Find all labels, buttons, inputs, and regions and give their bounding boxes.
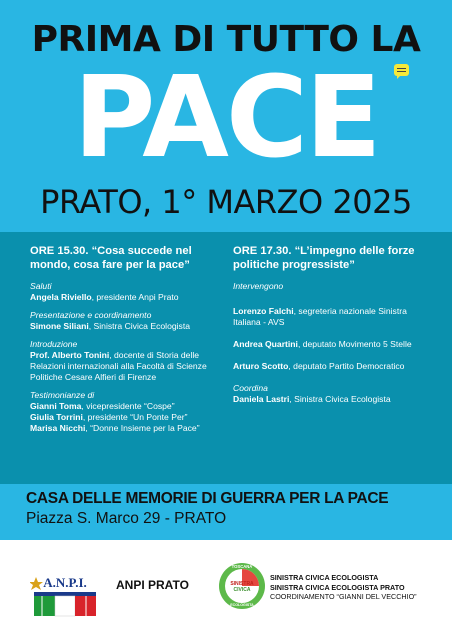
speaker-entry	[233, 361, 433, 372]
speaker-entry	[233, 394, 433, 405]
anpi-logo	[30, 574, 100, 618]
speaker-desc: , docente di Storia delle Relazioni internazionali alla Facoltà di Scienze Politiche Cesare Alfieri di Firenze	[30, 350, 207, 382]
sce-logo-line3: ECOLOGISTA	[230, 603, 254, 607]
speaker-desc: , Sinistra Civica Ecologista	[289, 394, 391, 404]
speaker-desc: , presidente “Un Ponte Per”	[82, 412, 188, 422]
speaker-desc: , Sinistra Civica Ecologista	[88, 321, 191, 331]
program-column-left	[30, 244, 230, 434]
main-title: PACE	[73, 53, 379, 183]
speaker-desc: , deputato Partito Democratico	[288, 361, 405, 371]
speaker-name: Andrea Quartini	[233, 339, 298, 349]
venue-address: Piazza S. Marco 29 - PRATO	[26, 510, 227, 527]
speaker-entry	[30, 292, 230, 303]
sce-line3: COORDINAMENTO “GIANNI DEL VECCHIO”	[270, 592, 417, 601]
role-label: Intervengono	[233, 281, 284, 291]
speaker-desc: , vicepresidente “Cospe”	[81, 401, 175, 411]
sce-logo-line1: SINISTRA	[230, 581, 254, 587]
chat-bubble-icon	[394, 64, 409, 76]
speaker-entry	[30, 401, 230, 412]
speaker-name: Gianni Toma	[30, 401, 82, 411]
speaker-entry	[30, 412, 230, 423]
footer	[0, 540, 452, 640]
session-title-right: ORE 17.30. “L’impegno delle forze politiche progressiste”	[233, 245, 415, 271]
venue-name: CASA DELLE MEMORIE DI GUERRA PER LA PACE	[26, 490, 389, 507]
role-label: Presentazione e coordinamento	[30, 310, 152, 320]
session-title-left: ORE 15.30. “Cosa succede nel mondo, cosa fare per la pace”	[30, 245, 192, 271]
speaker-desc: , presidente Anpi Prato	[91, 292, 179, 302]
speaker-name: Simone Siliani	[30, 321, 89, 331]
speaker-name: Arturo Scotto	[233, 361, 289, 371]
speaker-name: Daniela Lastri	[233, 394, 290, 404]
speaker-name: Lorenzo Falchi	[233, 306, 294, 316]
speaker-entry	[30, 350, 230, 383]
headline: PRIMA DI TUTTO LA	[31, 19, 421, 60]
speaker-name: Angela Riviello	[30, 292, 92, 302]
header-band	[0, 0, 452, 232]
speaker-desc: , segreteria nazionale Sinistra Italiana - AVS	[233, 306, 407, 327]
venue-band	[0, 484, 452, 540]
anpi-logo-text: A.N.P.I.	[43, 575, 87, 590]
sce-line1: SINISTRA CIVICA ECOLOGISTA	[270, 573, 379, 582]
program-section	[0, 232, 452, 484]
sce-logo	[218, 562, 266, 610]
event-date: PRATO, 1° MARZO 2025	[40, 183, 412, 221]
speaker-entry	[233, 339, 433, 350]
sce-logo-top: TOSCANA	[231, 564, 253, 569]
speaker-entry	[233, 306, 433, 328]
role-label: Saluti	[30, 281, 52, 291]
program-column-right	[233, 244, 433, 405]
speaker-entry	[30, 423, 230, 434]
speaker-name: Marisa Nicchi	[30, 423, 86, 433]
speaker-name: Prof. Alberto Tonini	[30, 350, 110, 360]
role-label: Testimonianze di	[30, 390, 95, 400]
sce-logo-line2: CIVICA	[233, 587, 251, 593]
anpi-label: ANPI PRATO	[116, 578, 189, 592]
speaker-desc: , “Donne Insieme per la Pace”	[85, 423, 200, 433]
speaker-desc: , deputato Movimento 5 Stelle	[297, 339, 412, 349]
sce-text-block	[270, 573, 417, 602]
role-label: Introduzione	[30, 339, 78, 349]
speaker-name: Giulia Torrini	[30, 412, 83, 422]
sce-line2: SINISTRA CIVICA ECOLOGISTA PRATO	[270, 582, 405, 592]
speaker-entry	[30, 321, 230, 332]
role-label: Coordina	[233, 383, 268, 393]
